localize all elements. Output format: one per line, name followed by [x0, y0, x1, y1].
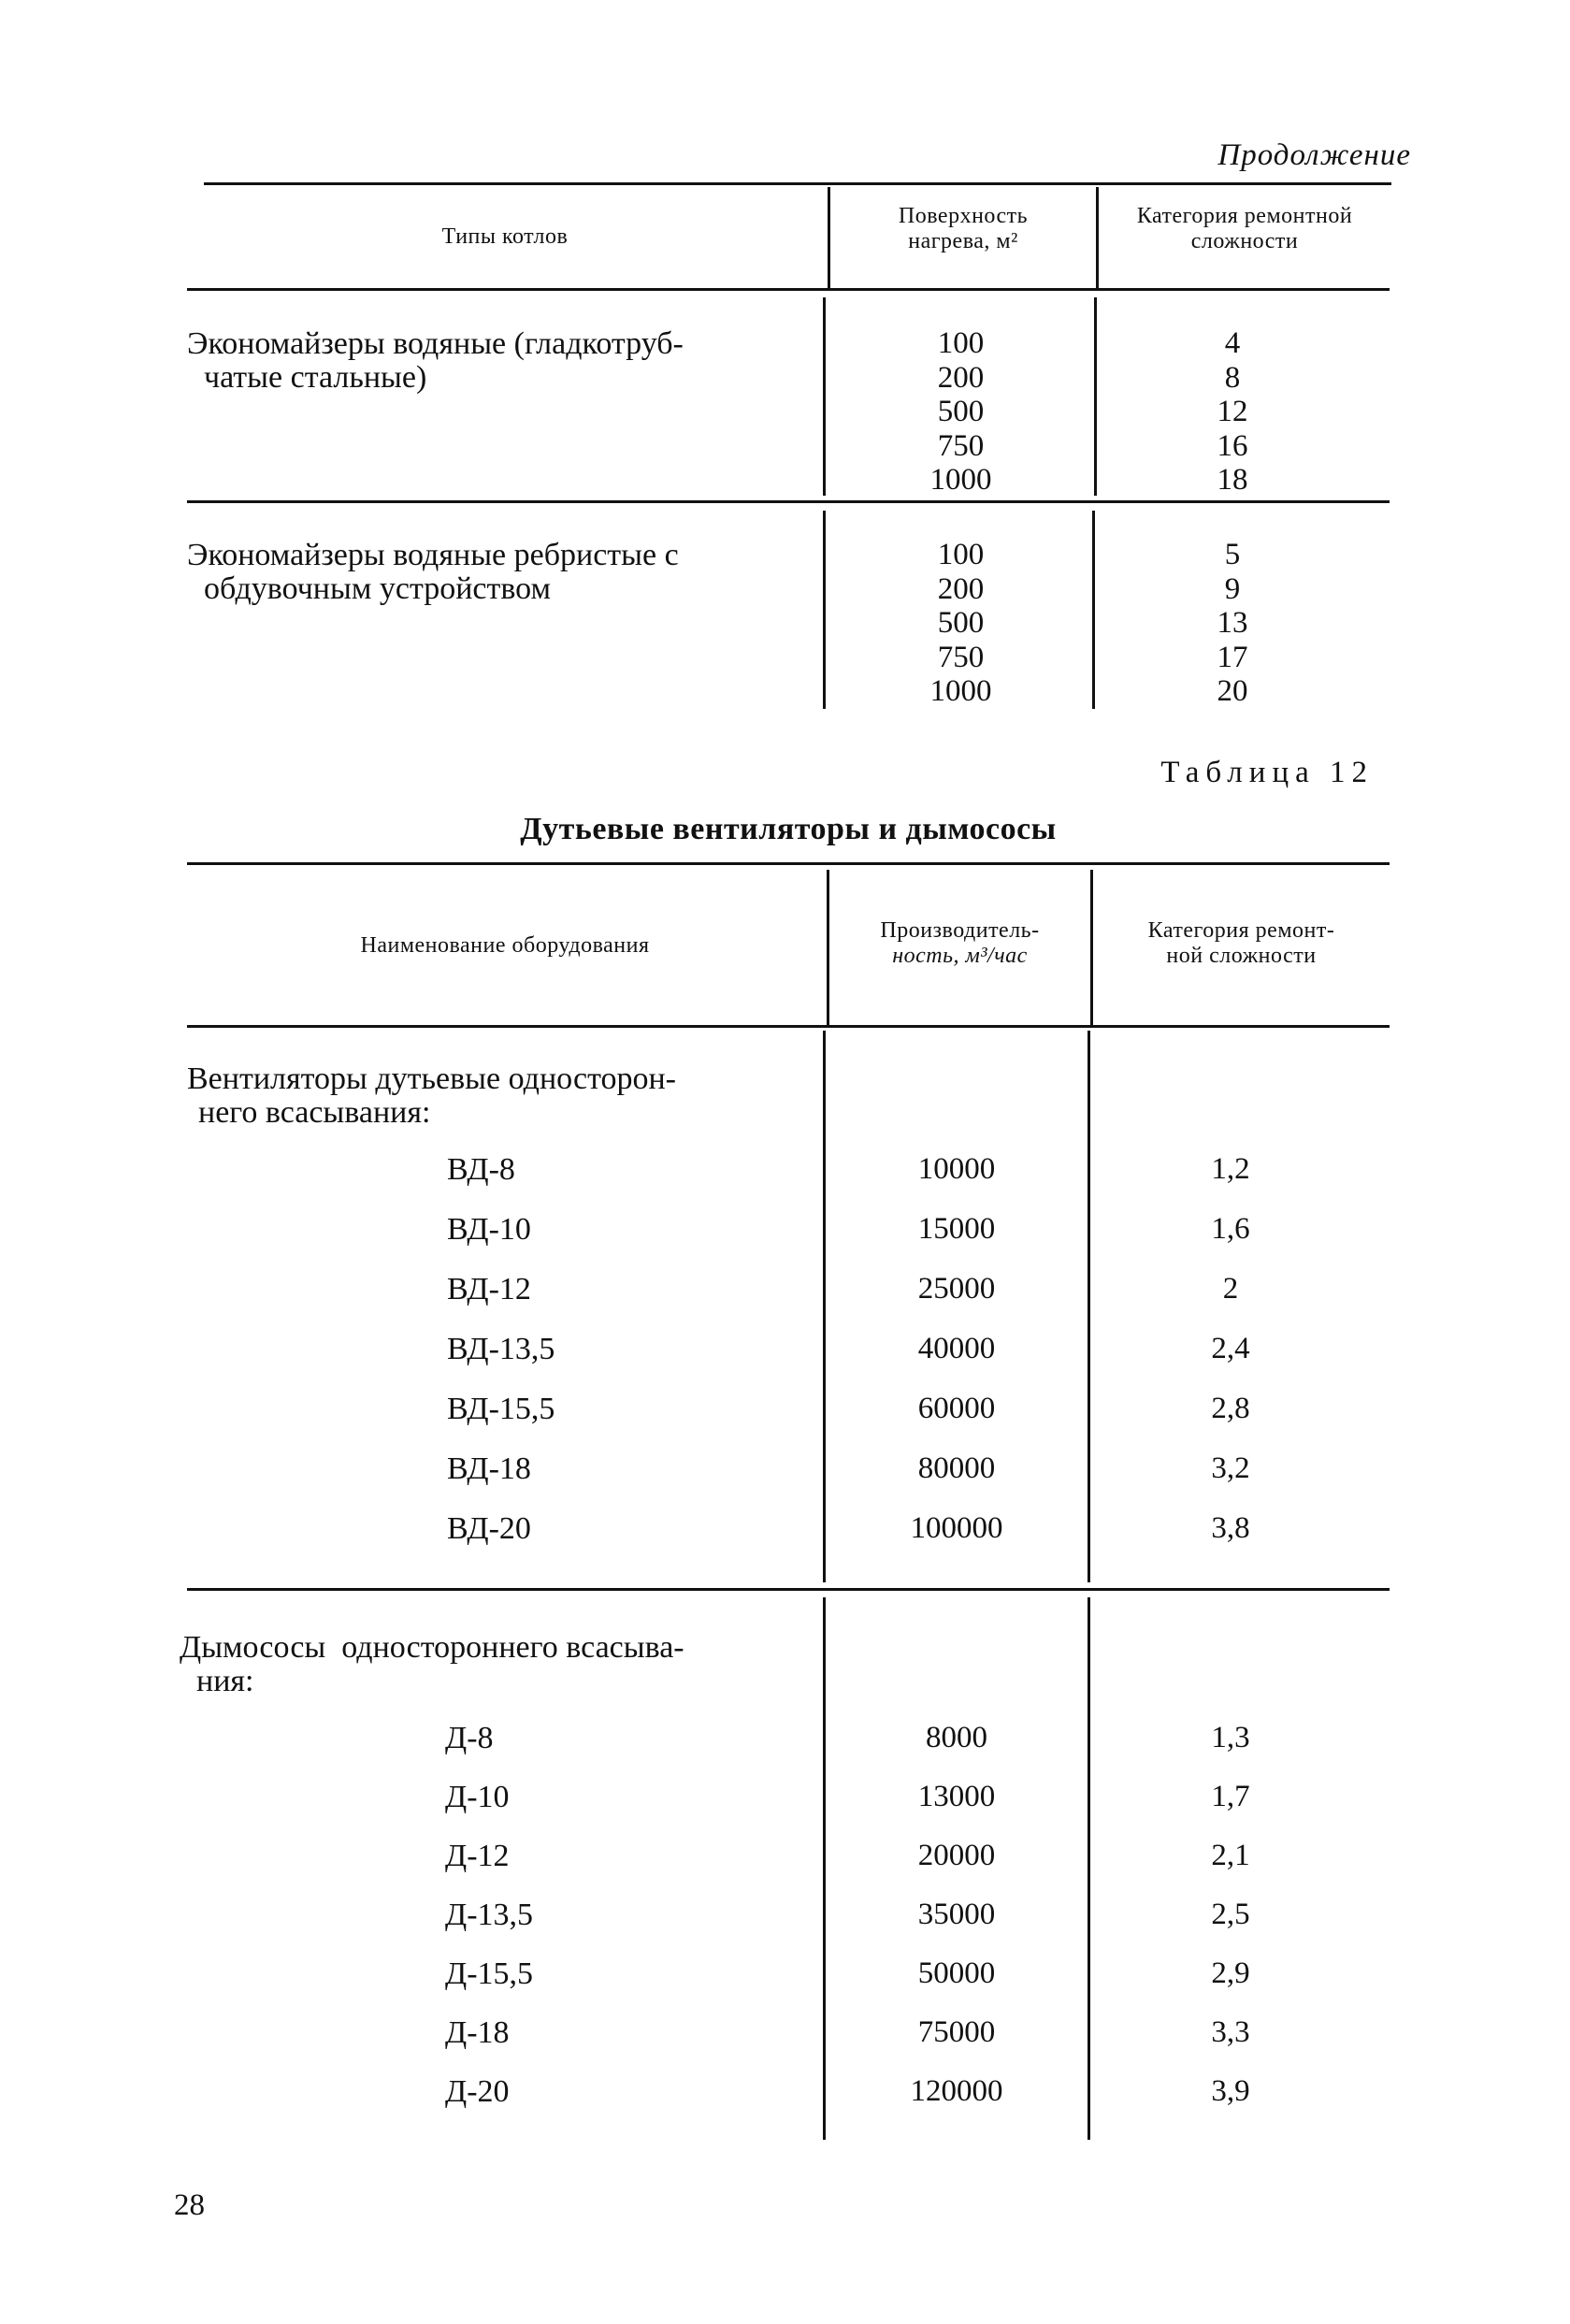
table1-group2-name: Экономайзеры водяные ребристые с обдувочным устройством: [187, 538, 679, 606]
table2-ga-divider-2: [1087, 1031, 1090, 1582]
table1-header-surface: Поверхность нагрева, м²: [898, 204, 1029, 253]
row-category: 2,8: [1211, 1392, 1250, 1425]
table1-header-rule: [187, 288, 1390, 291]
row-capacity: 10000: [917, 1152, 996, 1186]
table1-group2-categories: 5 9 13 17 20: [1217, 538, 1248, 708]
continuation-label: Продолжение: [1217, 138, 1411, 172]
page-number: 28: [174, 2188, 205, 2222]
table2-ga-divider-1: [823, 1031, 826, 1582]
table1-group-rule: [187, 500, 1390, 503]
row-name: ВД-13,5: [447, 1332, 555, 1366]
row-name: Д-15,5: [445, 1956, 534, 1991]
row-category: 1,2: [1211, 1152, 1250, 1186]
table1-group2-surfaces: 100 200 500 750 1000: [929, 538, 992, 708]
table2-header-capacity: Производитель- ность, м³/час: [880, 918, 1040, 968]
row-category: 1,7: [1211, 1780, 1250, 1813]
table2-top-rule: [187, 862, 1390, 865]
table2-header-rule: [187, 1025, 1390, 1028]
row-category: 2,4: [1211, 1332, 1250, 1365]
table2-groupA-title: Вентиляторы дутьевые односторон- него всасывания:: [187, 1061, 676, 1130]
table1-g1-divider-2: [1094, 297, 1097, 496]
row-category: 1,3: [1211, 1721, 1250, 1754]
row-capacity: 13000: [917, 1780, 996, 1813]
table2-label: Таблица 12: [1160, 756, 1374, 789]
table2-title: Дутьевые вентиляторы и дымососы: [520, 812, 1057, 846]
table1-header-category: Категория ремонтной сложности: [1136, 204, 1353, 253]
row-capacity: 60000: [917, 1392, 996, 1425]
row-category: 2,5: [1211, 1898, 1250, 1931]
row-category: 2,1: [1211, 1839, 1250, 1872]
table1-g2-divider-1: [823, 511, 826, 709]
table1-top-rule: [204, 182, 1391, 185]
row-capacity: 120000: [910, 2074, 1003, 2108]
row-capacity: 50000: [917, 1956, 996, 1990]
row-category: 3,8: [1211, 1511, 1250, 1545]
row-capacity: 75000: [917, 2015, 996, 2049]
table2-header-category: Категория ремонт- ной сложности: [1147, 918, 1335, 968]
row-name: Д-8: [445, 1721, 494, 1755]
row-category: 3,2: [1211, 1451, 1250, 1485]
table1-header-type: Типы котлов: [441, 224, 569, 249]
table2-header-name: Наименование оборудования: [360, 933, 650, 958]
row-capacity: 8000: [926, 1721, 987, 1754]
row-name: ВД-10: [447, 1212, 531, 1247]
row-category: 3,3: [1211, 2015, 1250, 2049]
row-name: ВД-18: [447, 1451, 531, 1486]
row-name: ВД-15,5: [447, 1392, 555, 1426]
row-name: Д-10: [445, 1780, 510, 1814]
table1-group1-surfaces: 100 200 500 750 1000: [929, 326, 992, 497]
table2-groupB-title: Дымососы одностороннего всасыва- ния:: [180, 1630, 684, 1698]
row-name: ВД-20: [447, 1511, 531, 1546]
row-category: 1,6: [1211, 1212, 1250, 1246]
table1-group1-categories: 4 8 12 16 18: [1217, 326, 1248, 497]
row-name: ВД-8: [447, 1152, 515, 1187]
row-name: Д-18: [445, 2015, 510, 2050]
table1-g1-divider-1: [823, 297, 826, 496]
table1-group1-name: Экономайзеры водяные (гладкотруб- чатые стальные): [187, 326, 684, 395]
row-capacity: 15000: [917, 1212, 996, 1246]
table2-group-rule: [187, 1588, 1390, 1591]
row-capacity: 40000: [917, 1332, 996, 1365]
row-category: 3,9: [1211, 2074, 1250, 2108]
row-name: Д-20: [445, 2074, 510, 2109]
row-capacity: 25000: [917, 1272, 996, 1306]
row-capacity: 100000: [910, 1511, 1003, 1545]
row-name: ВД-12: [447, 1272, 531, 1306]
row-capacity: 80000: [917, 1451, 996, 1485]
row-category: 2,9: [1211, 1956, 1250, 1990]
row-capacity: 20000: [917, 1839, 996, 1872]
row-name: Д-13,5: [445, 1898, 534, 1932]
row-name: Д-12: [445, 1839, 510, 1873]
row-category: 2: [1222, 1272, 1239, 1306]
row-capacity: 35000: [917, 1898, 996, 1931]
